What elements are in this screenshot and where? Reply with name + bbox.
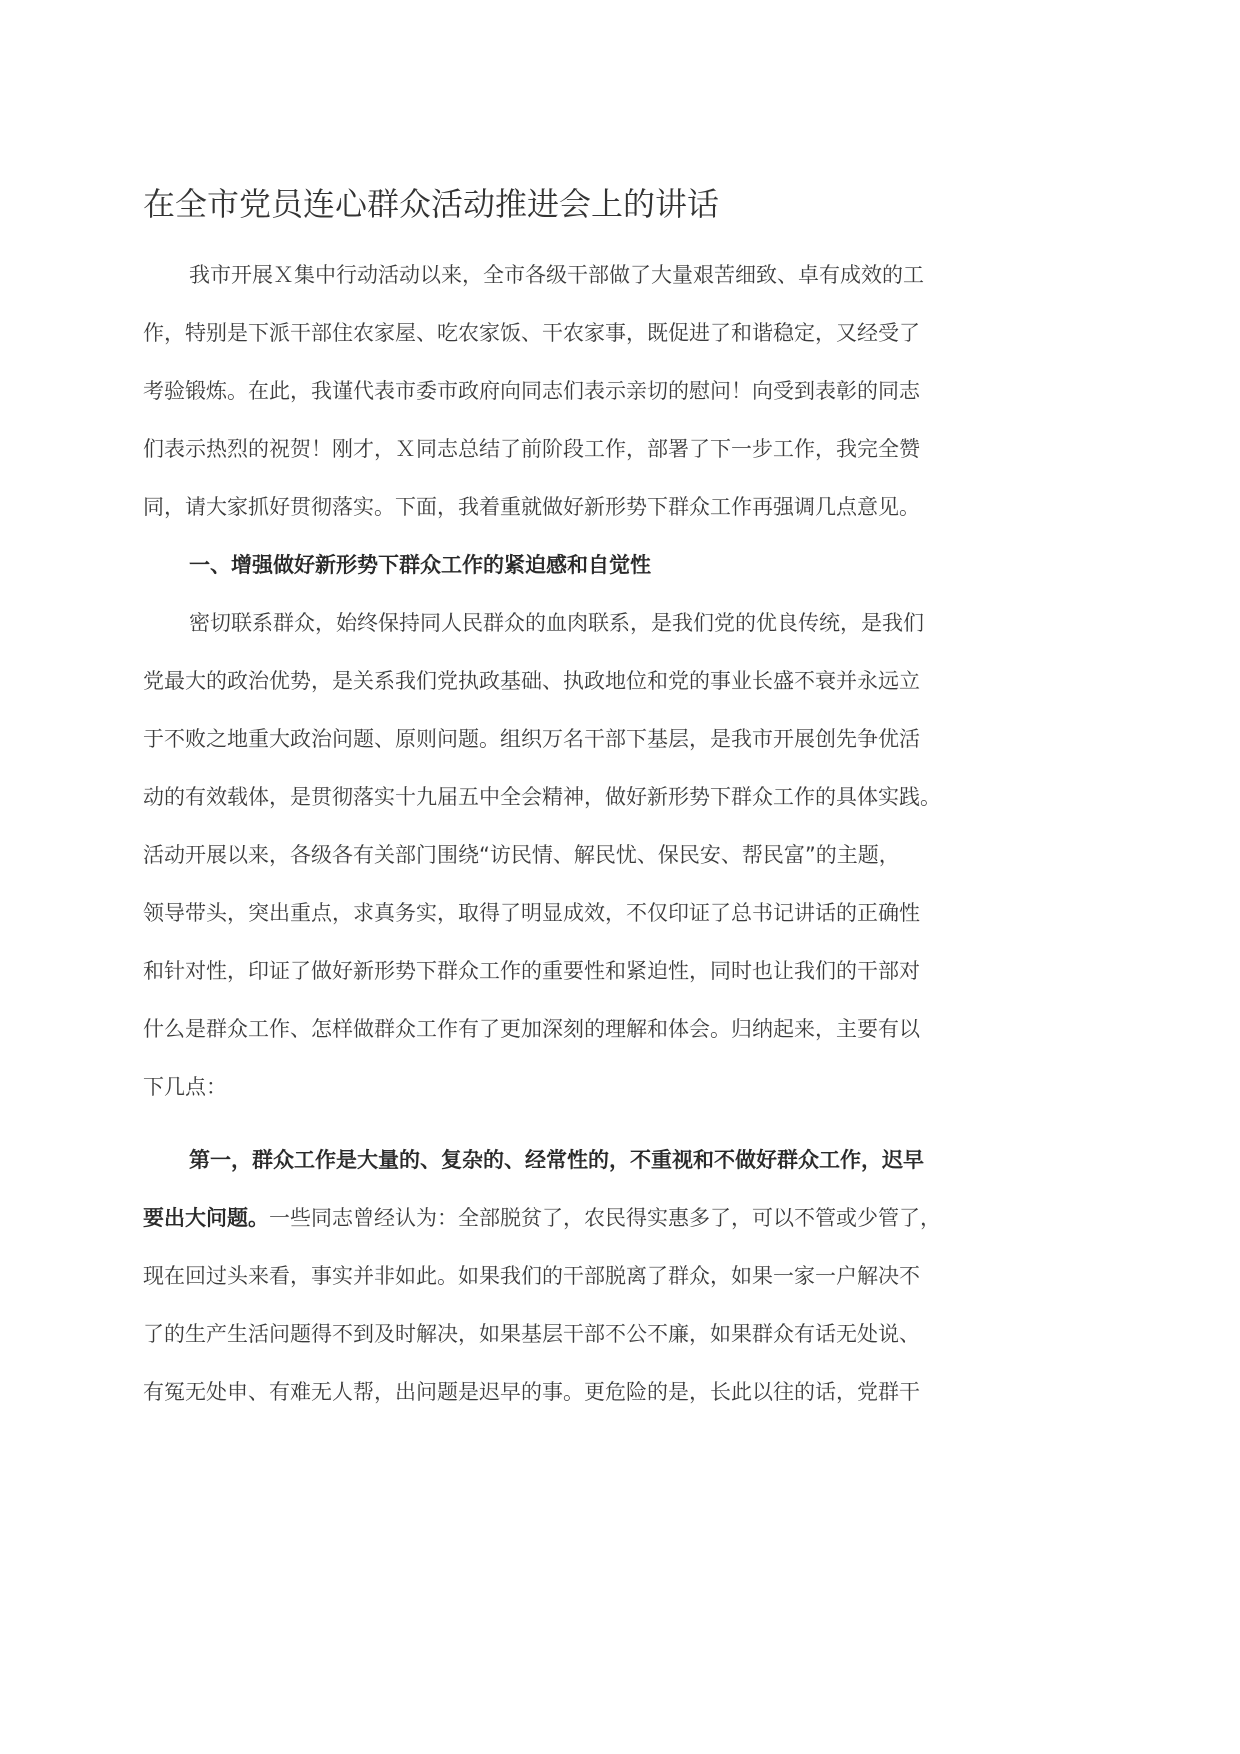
paragraph-line: 作，特别是下派干部住农家屋、吃农家饭、干农家事，既促进了和谐稳定，又经受了	[143, 321, 920, 345]
emphasis-line: 第一，群众工作是大量的、复杂的、经常性的，不重视和不做好群众工作，迟早	[189, 1148, 924, 1172]
section-heading: 一、增强做好新形势下群众工作的紧迫感和自觉性	[189, 553, 651, 577]
paragraph-line: 同，请大家抓好贯彻落实。下面，我着重就做好新形势下群众工作再强调几点意见。	[143, 495, 920, 519]
paragraph-line: 和针对性，印证了做好新形势下群众工作的重要性和紧迫性，同时也让我们的干部对	[143, 959, 920, 983]
paragraph-line: 于不败之地重大政治问题、原则问题。组织万名干部下基层，是我市开展创先争优活	[143, 727, 920, 751]
paragraph-line: 什么是群众工作、怎样做群众工作有了更加深刻的理解和体会。归纳起来，主要有以	[143, 1017, 920, 1041]
paragraph-line: 考验锻炼。在此，我谨代表市委市政府向同志们表示亲切的慰问！向受到表彰的同志	[143, 379, 920, 403]
paragraph-line: 现在回过头来看，事实并非如此。如果我们的干部脱离了群众，如果一家一户解决不	[143, 1264, 920, 1288]
paragraph-line	[143, 1189, 1003, 1247]
paragraph-line: 们表示热烈的祝贺！刚才，Ｘ同志总结了前阶段工作，部署了下一步工作，我完全赞	[143, 437, 920, 461]
paragraph-line: 密切联系群众，始终保持同人民群众的血肉联系，是我们党的优良传统，是我们	[189, 611, 924, 635]
paragraph-line: 党最大的政治优势，是关系我们党执政基础、执政地位和党的事业长盛不衰并永远立	[143, 669, 920, 693]
page-title: 在全市党员连心群众活动推进会上的讲话	[143, 185, 720, 223]
paragraph-line: 了的生产生活问题得不到及时解决，如果基层干部不公不廉，如果群众有话无处说、	[143, 1322, 920, 1346]
paragraph-line: 活动开展以来，各级各有关部门围绕“访民情、解民忧、保民安、帮民富”的主题，	[143, 843, 900, 867]
emphasis-text: 要出大问题。	[143, 1206, 269, 1230]
paragraph-text: 一些同志曾经认为：全部脱贫了，农民得实惠多了，可以不管或少管了，	[269, 1206, 941, 1230]
paragraph-line: 领导带头，突出重点，求真务实，取得了明显成效，不仅印证了总书记讲话的正确性	[143, 901, 920, 925]
paragraph-line: 下几点：	[143, 1075, 227, 1099]
paragraph-line: 我市开展Ｘ集中行动活动以来，全市各级干部做了大量艰苦细致、卓有成效的工	[189, 263, 924, 287]
paragraph-line: 有冤无处申、有难无人帮，出问题是迟早的事。更危险的是，长此以往的话，党群干	[143, 1380, 920, 1404]
paragraph-line: 动的有效载体，是贯彻落实十九届五中全会精神，做好新形势下群众工作的具体实践。	[143, 785, 941, 809]
